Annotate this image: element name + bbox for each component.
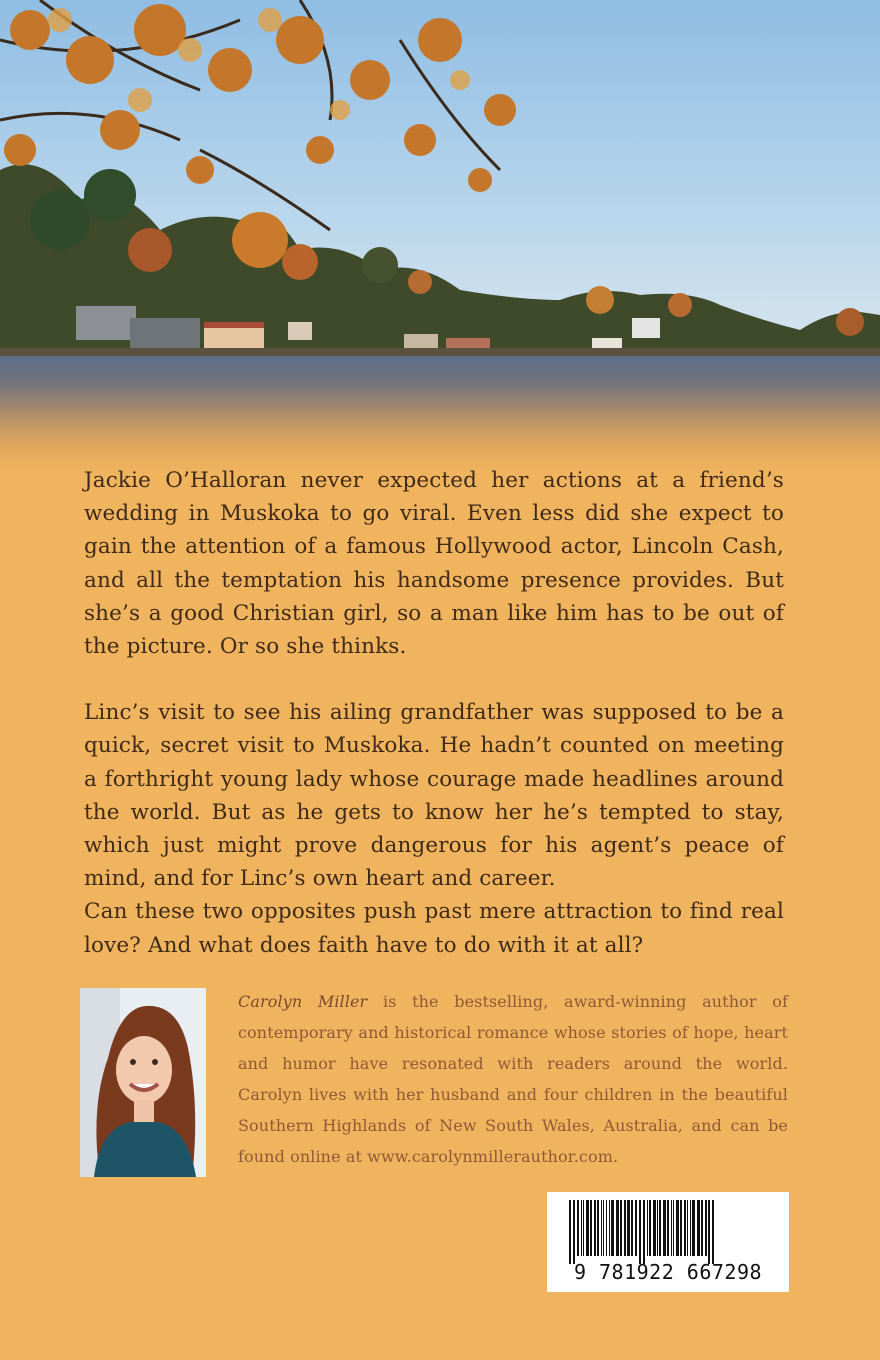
barcode-bar: [601, 1200, 602, 1256]
isbn-barcode: [547, 1192, 789, 1292]
barcode-bar: [653, 1200, 656, 1256]
barcode-bar: [705, 1200, 707, 1256]
author-bio-text: is the bestselling, award-winning author of contemporary and historical romance whose stories of hope, heart and humor have resonated with readers around the world. Carolyn lives with her husband and four children in the beautiful Southern Highlands of New South Wales, Australia, and can be found online at www.carolynmillerauthor.com.: [238, 992, 788, 1166]
barcode-bar: [663, 1200, 666, 1256]
barcode-bar: [687, 1200, 688, 1256]
barcode-bar: [616, 1200, 619, 1256]
barcode-bar: [671, 1200, 672, 1256]
blurb-paragraph: Can these two opposites push past mere attraction to find real love? And what does faith have to do with it at all?: [84, 899, 784, 958]
barcode-bar: [649, 1200, 651, 1256]
barcode-bar: [594, 1200, 596, 1256]
barcode-bar: [586, 1200, 589, 1256]
isbn-number: 9 781922 667298: [573, 1260, 763, 1284]
author-name: Carolyn Miller: [238, 992, 368, 1011]
barcode-bar: [667, 1200, 669, 1256]
barcode-bar: [603, 1200, 604, 1256]
barcode-bar: [606, 1200, 607, 1256]
barcode-bar: [701, 1200, 703, 1256]
barcode-bar: [590, 1200, 592, 1256]
blurb-paragraph: Jackie O’Halloran never expected her actions at a friend’s wedding in Muskoka to go viral. Even less did she expect to gain the attention of a famous Hollywood actor, Lincoln Cash, and all the temptation his handsome presence provides. But she’s a good Christian girl, so a man like him has to be out of the picture. Or so she thinks.: [84, 468, 784, 660]
barcode-bar: [673, 1200, 674, 1256]
barcode-bar: [577, 1200, 579, 1256]
barcode-bar: [597, 1200, 599, 1256]
barcode-bar: [680, 1200, 682, 1256]
barcode-bar: [657, 1200, 658, 1256]
lake-photo: [0, 0, 880, 480]
barcode-bar: [631, 1200, 633, 1256]
author-photo: [80, 988, 206, 1177]
barcode-bar: [697, 1200, 700, 1256]
barcode-bar: [659, 1200, 661, 1256]
barcode-bar: [647, 1200, 648, 1256]
barcode-bar: [609, 1200, 610, 1256]
blurb: [84, 464, 784, 962]
barcode-bar: [581, 1200, 582, 1256]
barcode-bar: [708, 1200, 710, 1264]
barcode-bar: [639, 1200, 641, 1264]
barcode-bar: [620, 1200, 622, 1256]
blurb-paragraph: Linc’s visit to see his ailing grandfather was supposed to be a quick, secret visit to Muskoka. He hadn’t counted on meeting a forthright young lady whose courage made headlines around the world. But as he gets to know her he’s tempted to stay, which just might prove dangerous for his agent’s peace of mind, and for Linc’s own heart and career.: [84, 700, 784, 892]
barcode-bar: [627, 1200, 630, 1256]
barcode-bar: [643, 1200, 645, 1264]
barcode-bar: [569, 1200, 571, 1264]
barcode-bar: [573, 1200, 575, 1264]
barcode-bar: [684, 1200, 686, 1256]
barcode-bar: [690, 1200, 691, 1256]
barcode-bar: [676, 1200, 679, 1256]
barcode-bar: [583, 1200, 584, 1256]
barcode-bar: [611, 1200, 614, 1256]
barcode-bar: [624, 1200, 626, 1256]
barcode-bar: [692, 1200, 695, 1256]
barcode-bar: [712, 1200, 714, 1264]
barcode-bar: [635, 1200, 637, 1256]
author-bio: [238, 986, 788, 1172]
